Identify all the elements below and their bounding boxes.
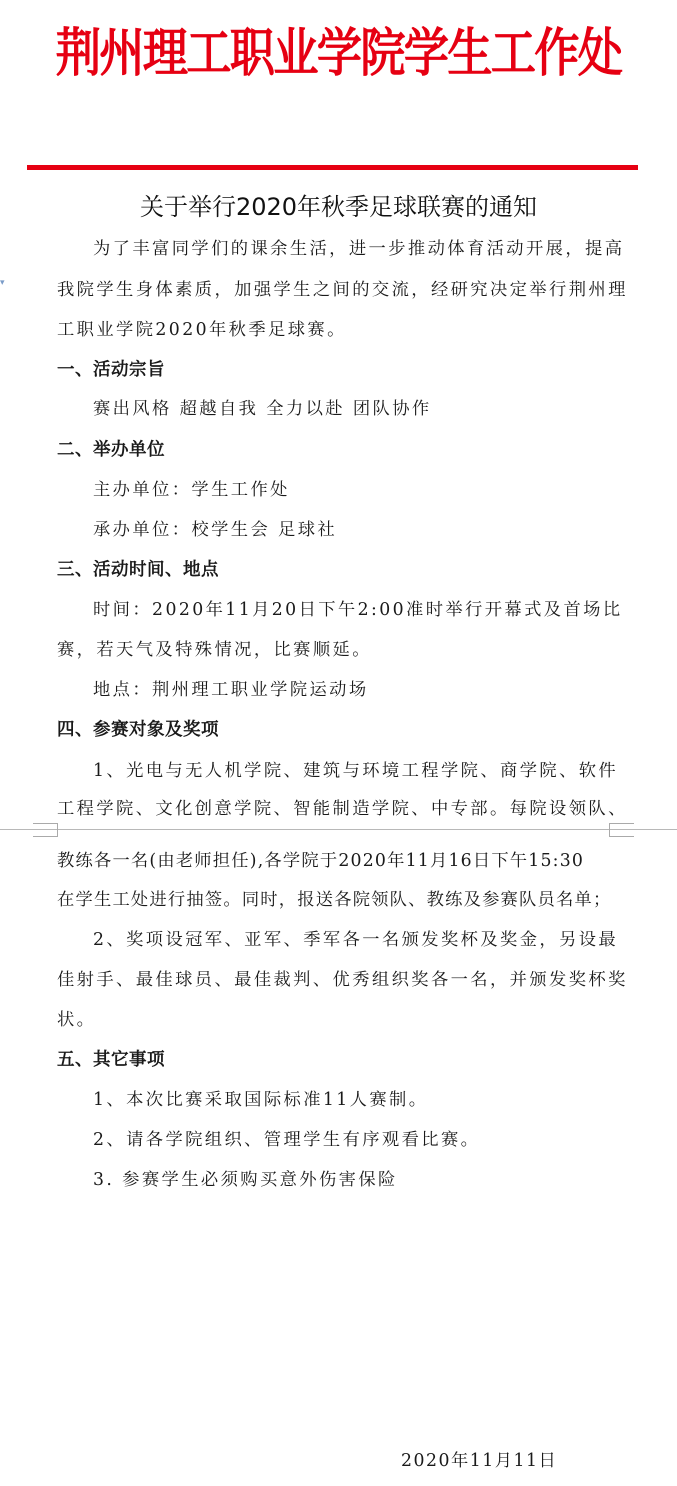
section-line: 承办单位：校学生会 足球社 <box>93 520 338 540</box>
section-heading: 四、参赛对象及奖项 <box>57 720 219 740</box>
section-line: 地点：荆州理工职业学院运动场 <box>93 680 369 700</box>
intro-line: 工职业学院2020年秋季足球赛。 <box>57 320 347 340</box>
letterhead-title: 荆州理工职业学院学生工作处 <box>55 24 622 84</box>
section-line: 在学生工处进行抽签。同时，报送各院领队、教练及参赛队员名单； <box>57 890 612 910</box>
intro-line: 我院学生身体素质，加强学生之间的交流，经研究决定举行荆州理 <box>57 280 628 300</box>
letterhead-red-rule <box>27 165 638 170</box>
page-corner-mark-right <box>609 823 634 837</box>
section-line: 状。 <box>57 1010 97 1030</box>
section-line: 2、奖项设冠军、亚军、季军各一名颁发奖杯及奖金，另设最 <box>93 930 619 950</box>
page-corner-mark-left <box>33 823 58 837</box>
section-line: 1、光电与无人机学院、建筑与环境工程学院、商学院、软件 <box>93 761 619 781</box>
section-line: 2、请各学院组织、管理学生有序观看比赛。 <box>93 1130 481 1150</box>
document-date: 2020年11月11日 <box>401 1451 558 1471</box>
section-line: 佳射手、最佳球员、最佳裁判、优秀组织奖各一名，并颁发奖杯奖 <box>57 970 628 990</box>
document-title: 关于举行2020年秋季足球联赛的通知 <box>139 193 538 221</box>
section-line: 1、本次比赛采取国际标准11人赛制。 <box>93 1090 429 1110</box>
section-line: 赛，若天气及特殊情况，比赛顺延。 <box>57 640 372 660</box>
section-line: 主办单位：学生工作处 <box>93 480 290 500</box>
section-line: 教练各一名(由老师担任),各学院于2020年11月16日下午15:30 <box>57 851 585 871</box>
section-line: 工程学院、文化创意学院、智能制造学院、中专部。每院设领队、 <box>57 799 628 819</box>
section-line: 时间：2020年11月20日下午2:00准时举行开幕式及首场比 <box>93 600 623 620</box>
section-heading: 三、活动时间、地点 <box>57 560 219 580</box>
section-line: 3. 参赛学生必须购买意外伤害保险 <box>93 1170 398 1190</box>
margin-marker-icon: ▾ <box>0 278 5 288</box>
intro-line: 为了丰富同学们的课余生活，进一步推动体育活动开展，提高 <box>93 239 625 259</box>
section-heading: 二、举办单位 <box>57 440 165 460</box>
section-heading: 五、其它事项 <box>57 1050 165 1070</box>
section-heading: 一、活动宗旨 <box>57 360 165 380</box>
section-line: 赛出风格 超越自我 全力以赴 团队协作 <box>93 399 432 419</box>
page-break-line <box>0 829 677 830</box>
